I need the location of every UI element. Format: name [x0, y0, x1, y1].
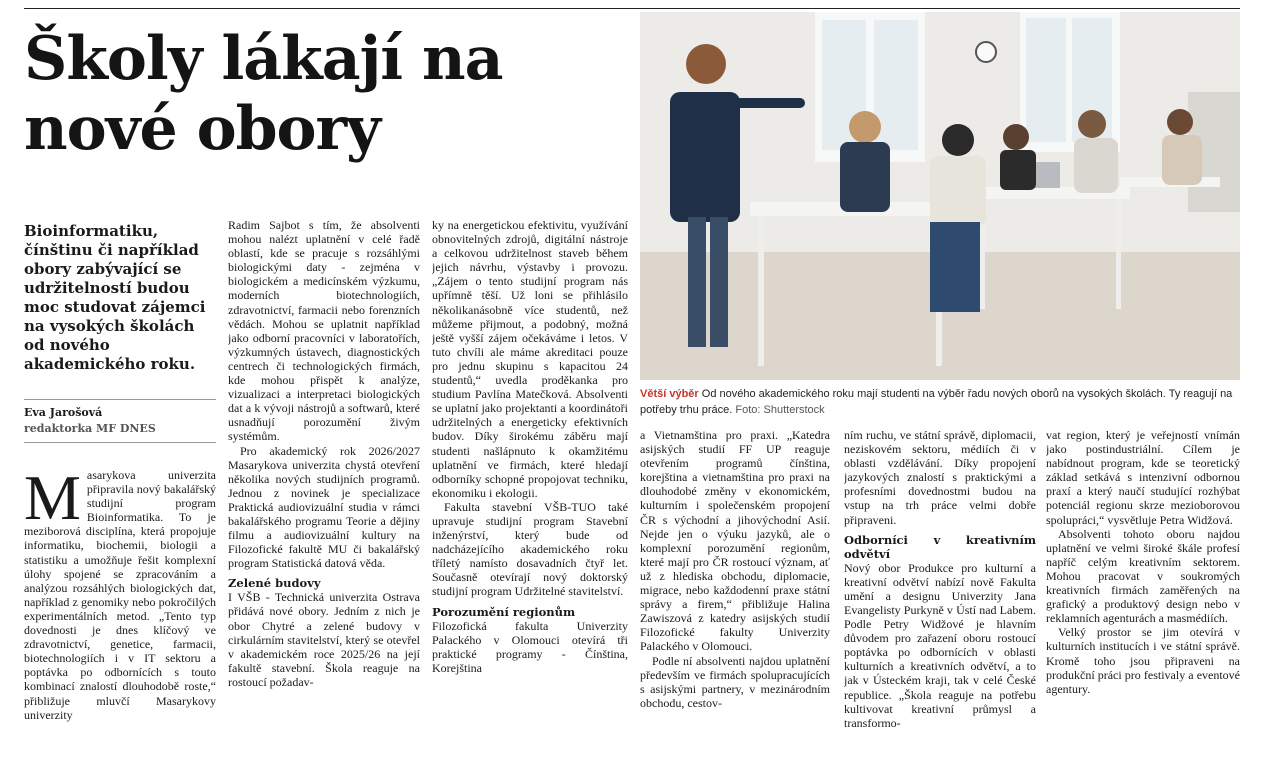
subhead-porozumeni-regionum: Porozumění regionům: [432, 604, 576, 619]
subhead-zelene-budovy: Zelené budovy: [228, 576, 321, 591]
col5-paragraph-2: Nový obor Produkce pro kulturní a kreativní odvětví nabízí nově Fakulta umění a designu Univerzity Jana Evangelisty Purkyně v Ústí nad Labem. Podle Petry Widžové je hlavním důvodem pro zařazení oboru rostoucí poptávka po odbornících v oblasti kulturních a kreativních odvětví, a to jak v Ústeckém kraji, tak v celé České republice. „Škola reaguje na potřebu kultivovat kreativní průmysl a transformo-: [844, 560, 1036, 730]
perex-rule: [24, 399, 216, 400]
author-rule: [24, 442, 216, 443]
column-1: [24, 468, 216, 764]
author-name: Eva Jarošová: [24, 406, 103, 419]
col5-paragraph-1: ním ruchu, ve státní správě, diplomacii, neziskovém sektoru, médiích či v oblasti vzdělávání. Díky propojení jazykových znalostí s praktickými a profesními dovednostmi budou na vstup na trh práce velmi dobře připraveni.: [844, 428, 1036, 527]
col1-paragraph: asarykova univerzita připravila nový bakalářský studijní program Bioinformatika. To je meziborová disciplína, která propojuje informatiku, biochemii, biologii a statistiku a umožňuje řešit komplexní úlohy spojené se zpracováním a analýzou rozsáhlých biologických dat, například z genomiky nebo pokročilých experimentálních metod. „Tento typ dovednosti je dnes klíčový ve zdravotnictví, genetice, farmacii, biotechnologiích i v IT sektoru a poptávka po odbornících s touto kombinací znalostí dlouhodobě roste,“ přibližuje mluvčí Masarykovy univerzity: [24, 468, 216, 722]
col3-paragraph-2: Fakulta stavební VŠB-TUO také upravuje studijní program Stavební inženýrství, který bude od nadcházejícího akademického roku tříletý namísto dosavadních čtyř let. Současně otevírají nový doktorský studijní program Udržitelné stavitelství.: [432, 499, 628, 599]
photo-caption: [640, 386, 1240, 418]
column-3: [432, 218, 628, 764]
column-2: [228, 218, 420, 764]
col4-paragraph-2: Podle ní absolventi najdou uplatnění především ve firmách spolupracujících s asijskými partnery, v mezinárodním obchodu, cestov-: [640, 653, 830, 710]
column-4: [640, 428, 830, 764]
subhead-odbornici: Odborníci v kreativním odvětví: [844, 532, 1036, 561]
col6-paragraph-2: Absolventi tohoto oboru najdou uplatnění ve velmi široké škále profesí napříč celým kreativním sektorem. Mohou pracovat v soukromých kreativních firmách zaměřených na grafický a produktový design nebo v reklamních agenturách a masmédiích.: [1046, 526, 1240, 626]
column-5: [844, 428, 1036, 764]
caption-text: Od nového akademického roku mají studenti na výběr řadu nových oborů na vysokých školách. Ty reagují na potřeby trhu práce.: [640, 388, 1233, 416]
top-rule: [24, 8, 1240, 9]
caption-lead: Větší výběr: [640, 388, 699, 400]
article-headline: Školy lákají na nové obory: [24, 24, 503, 164]
col3-paragraph-3: Filozofická fakulta Univerzity Palackého v Olomouci otevírá tři praktické programy - Čínština, Korejština: [432, 618, 628, 675]
col4-paragraph-1: a Vietnamština pro praxi. „Katedra asijských studií FF UP reaguje otevřením programů čínština, korejština a vietnamština pro praxi na dlouhodobé změny v ekonomickém, kulturním i společenském propojení ČR s východní a jihovýchodní Asií. Nejde jen o výuku jazyků, ale o komplexní porozumění regionům, které mají pro ČR rostoucí význam, ať už z hlediska obchodu, diplomacie, migrace, nebo každodenní praxe státní správy a firem,“ přibližuje Halina Zawiszová z katedry asijských studií Filozofické fakulty Univerzity Palackého v Olomouci.: [640, 428, 830, 654]
dropcap: M: [24, 468, 81, 533]
col2-paragraph-3: I VŠB - Technická univerzita Ostrava přidává nové obory. Jedním z nich je obor Chytré a zelené budovy v cirkulárním stavitelství, který se otevřel v akademickém roce 2025/26 na její fakultě stavební. Škola reaguje na rostoucí požadav-: [228, 590, 420, 689]
column-6: [1046, 428, 1240, 764]
col3-paragraph-1: ky na energetickou efektivitu, využívání obnovitelných zdrojů, digitální nástroje a celkovou udržitelnost staveb během jejich návrhu, výstavby i provozu. „Zájem o tento studijní program nás upřímně těší. Už loni se přihlásilo několikanásobně více studentů, než můžeme přijmout, a podobný, možná ještě vyšší zájem očekáváme i letos. V tuto chvíli ale máme akreditaci pouze pro jednu skupinu s kapacitou 24 studentů,“ uvedla proděkanka pro studium Pavlína Matečková. Absolventi se uplatní jako projektanti a koordinátoři udržitelných a energeticky efektivních budov. Díky širokému záběru mají studenti našlápnuto k okamžitému uplatnění ve firmách, které hledají odborníky schopné propojovat techniku, ekonomiku i ekologii.: [432, 218, 628, 500]
author-block: [24, 405, 216, 437]
article-perex: Bioinformatiku, čínštinu či například obory zabývající se udržitelností budou moc studovat zájemci na vysokých školách od nového akademického roku.: [24, 222, 206, 373]
article-photo: [640, 12, 1240, 380]
author-role: redaktorka MF DNES: [24, 422, 156, 435]
col6-paragraph-3: Velký prostor se jim otevírá v kulturních institucích i ve státní správě. Kromě toho jsou připraveni na produkční práci pro festivaly a eventové agentury.: [1046, 625, 1240, 696]
caption-credit: Foto: Shutterstock: [732, 404, 825, 416]
col2-paragraph-1: Radim Sajbot s tím, že absolventi mohou nalézt uplatnění v celé řadě oblastí, kde se pracuje s rozsáhlými biologickými daty - zejména v biologickém a medicínském výzkumu, moderních biotechnologiích, zdravotnictví, farmacii nebo forenzních vědách. Mohou se uplatnit například jako odborní pracovníci v laboratořích, výzkumných ústavech, diagnostických centrech či technologických firmách, kde mohou přispět k analýze, vizualizaci a interpretaci biologických dat a k vývoji nástrojů a softwarů, které usnadňují porozumění živým systémům.: [228, 218, 420, 444]
col6-paragraph-1: vat region, který je veřejností vnímán jako postindustriální. Cílem je nabídnout program, kde se teoretický základ setkává s intenzivní odbornou praxí a který naučí studující rozhýbat potenciál regionu skrze mezioborovou spolupráci,“ vysvětluje Petra Widžová.: [1046, 428, 1240, 527]
col2-paragraph-2: Pro akademický rok 2026/2027 Masarykova univerzita chystá otevření několika nových studijních programů. Jednou z novinek je specializace Praktická audiovizuální studia v rámci bakalářského programu Teorie a dějiny filmu a audiovizuální kultury na Filozofické fakultě MU či bakalářský program Statistická datová věda.: [228, 443, 420, 571]
